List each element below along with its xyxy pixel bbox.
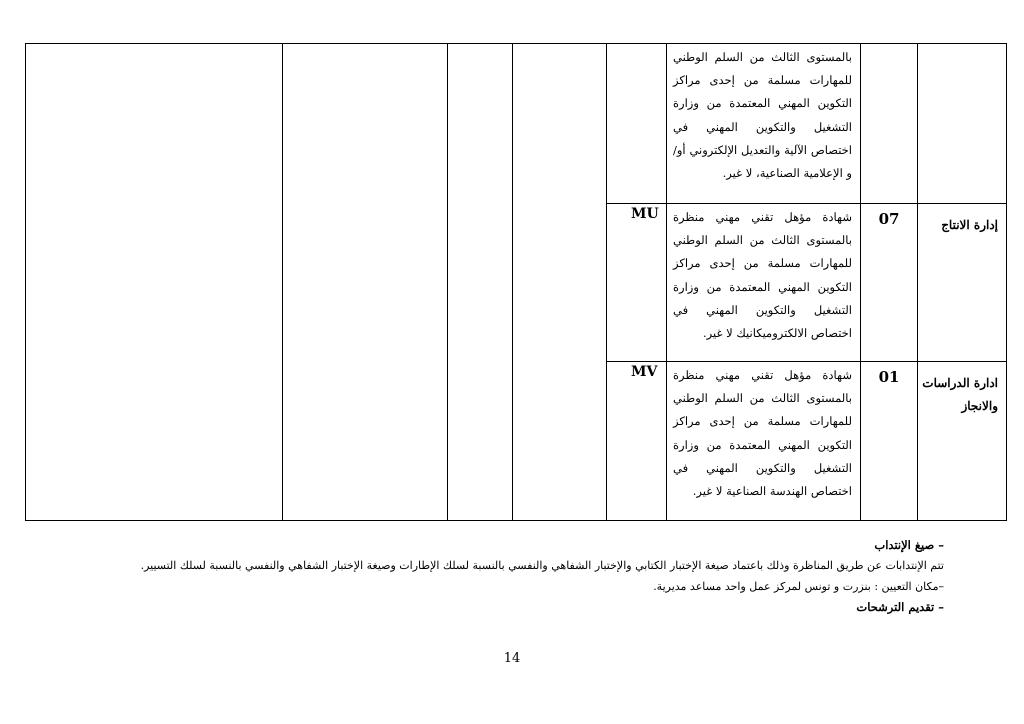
code-cell: MV	[607, 362, 667, 521]
requirement-cell: بالمستوى الثالث من السلم الوطني للمهارات مسلمة من إحدى مراكز التكوين المهني المعتمدة من وزارة التشغيل والتكوين المهني في اختصاص الآلية والتعديل الإلكتروني أو/و الإعلامية الصناعية، لا غير.	[667, 44, 861, 204]
count-cell: 01	[861, 362, 918, 521]
department-cell: إدارة الانتاج	[918, 204, 1007, 362]
code-cell: MU	[607, 204, 667, 362]
department-cell: ادارة الدراسات والانجاز	[918, 362, 1007, 521]
empty-cell	[283, 44, 448, 521]
count-cell: 07	[861, 204, 918, 362]
empty-cell	[513, 44, 607, 521]
department-cell	[918, 44, 1007, 204]
section-exams-heading: – صيغ الإنتداب	[874, 538, 944, 552]
code-cell	[607, 44, 667, 204]
table-row	[26, 44, 1007, 204]
count-cell	[861, 44, 918, 204]
requirement-cell: شهادة مؤهل تقني مهني منظرة بالمستوى الثالث من السلم الوطني للمهارات مسلمة من إحدى مراكز التكوين المهني المعتمدة من وزارة التشغيل والتكوين المهني في اختصاص الهندسة الصناعية لا غير.	[667, 362, 861, 521]
section-apply-heading: – تقديم الترشحات	[856, 600, 944, 614]
appointment-text: –مكان التعيين : بنزرت و تونس لمركز عمل واحد مساعد مديرية.	[653, 580, 944, 593]
page-number: 14	[503, 651, 521, 666]
empty-cell	[448, 44, 513, 521]
empty-cell	[26, 44, 283, 521]
section-exams-text: تتم الإنتدابات عن طريق المناظرة وذلك باعتماد صيغة الإختبار الكتابي والإختبار الشفاهي والنفسي بالنسبة لسلك الإطارات وصيغة الإختبار الشفاهي والنفسي بالنسبة لسلك التسيير.	[140, 559, 944, 572]
recruitment-table	[25, 43, 1007, 521]
requirement-cell: شهادة مؤهل تقني مهني منظرة بالمستوى الثالث من السلم الوطني للمهارات مسلمة من إحدى مراكز التكوين المهني المعتمدة من وزارة التشغيل والتكوين المهني في اختصاص الالكتروميكانيك لا غير.	[667, 204, 861, 362]
